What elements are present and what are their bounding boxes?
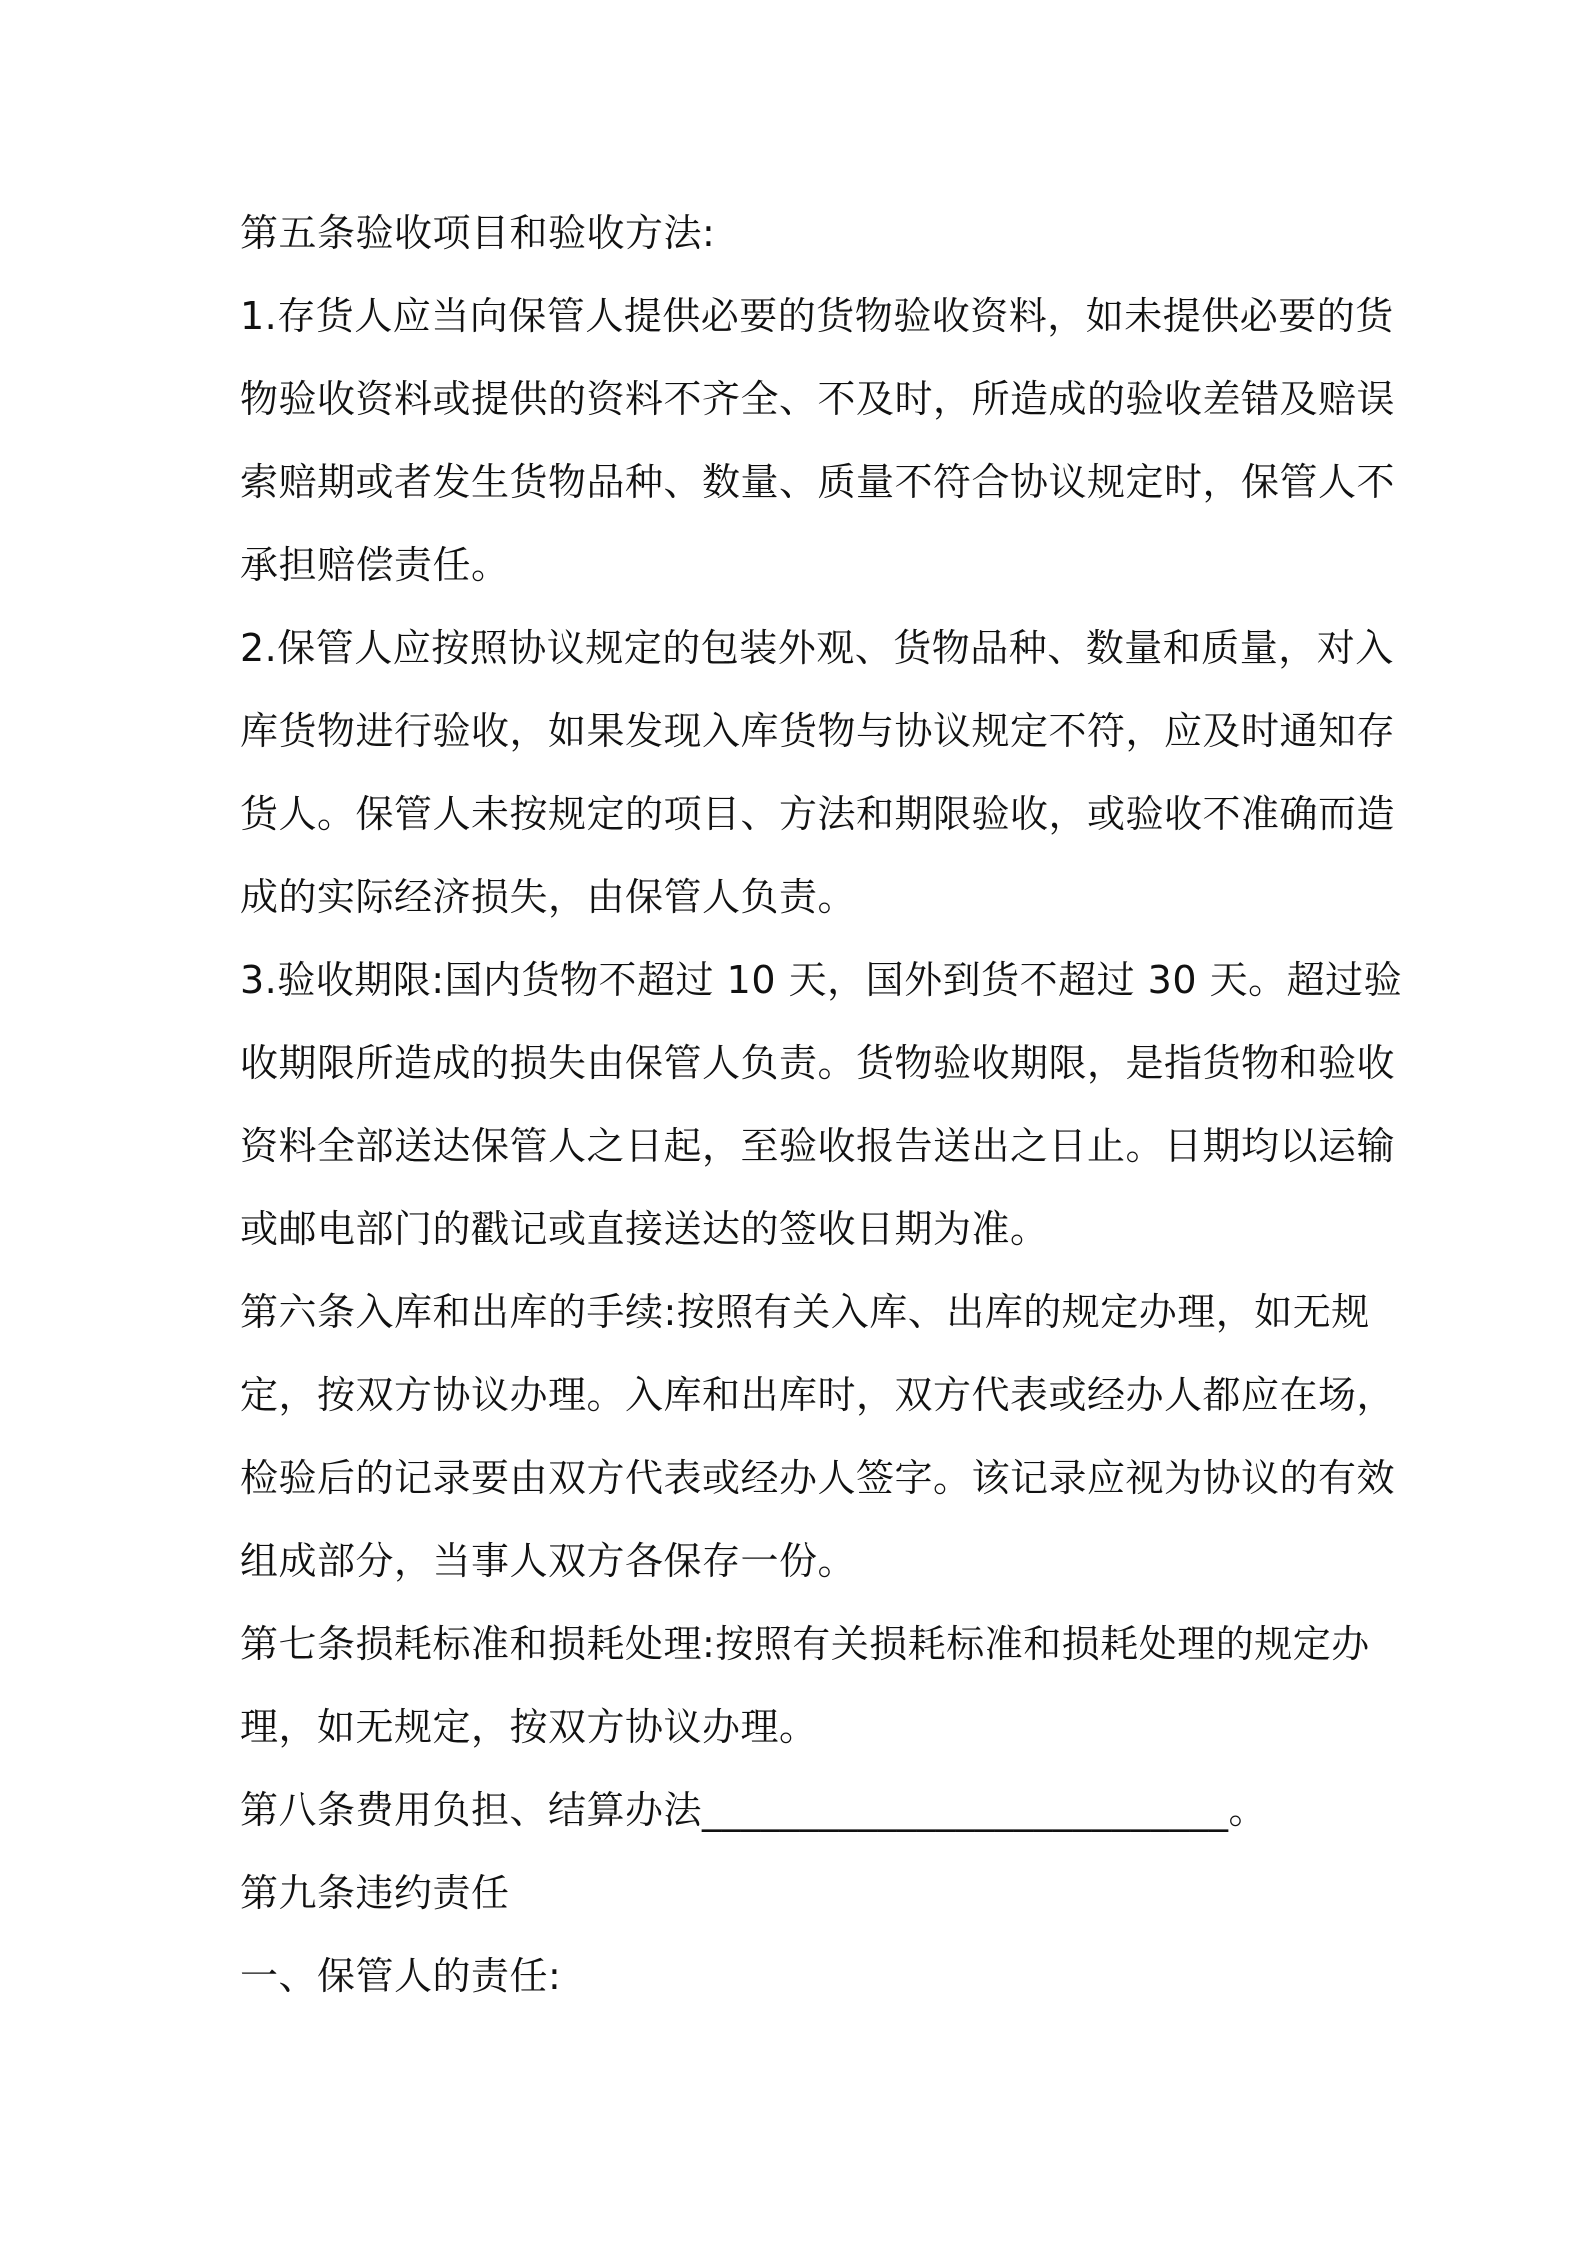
article-6-line-2: 定，按双方协议办理。入库和出库时，双方代表或经办人都应在场，	[240, 1373, 1396, 1417]
article-5-clause-1-line-2: 物验收资料或提供的资料不齐全、不及时，所造成的验收差错及赔误	[240, 377, 1396, 421]
article-5-clause-2-line-3: 货人。保管人未按规定的项目、方法和期限验收，或验收不准确而造	[240, 792, 1396, 836]
article-5-clause-3-line-1: 3.验收期限:国内货物不超过 10 天，国外到货不超过 30 天。超过验	[240, 958, 1403, 1002]
article-5-clause-2-line-2: 库货物进行验收，如果发现入库货物与协议规定不符，应及时通知存	[240, 709, 1396, 753]
article-8-line: 第八条费用负担、结算办法___________________________。	[240, 1788, 1268, 1832]
article-5-clause-3-line-3: 资料全部送达保管人之日起，至验收报告送出之日止。日期均以运输	[240, 1124, 1396, 1168]
custodian-responsibility-heading: 一、保管人的责任:	[240, 1954, 562, 1998]
article-6-line-4: 组成部分，当事人双方各保存一份。	[240, 1539, 857, 1583]
article-5-heading: 第五条验收项目和验收方法:	[240, 211, 716, 255]
article-5-clause-1-line-4: 承担赔偿责任。	[240, 543, 510, 587]
article-9-heading: 第九条违约责任	[240, 1871, 510, 1915]
document-body	[240, 192, 1403, 2018]
article-5-clause-1-line-1: 1.存货人应当向保管人提供必要的货物验收资料，如未提供必要的货	[240, 294, 1394, 338]
article-5-clause-3-line-2: 收期限所造成的损失由保管人负责。货物验收期限，是指货物和验收	[240, 1041, 1396, 1085]
article-5-clause-3-line-4: 或邮电部门的戳记或直接送达的签收日期为准。	[240, 1207, 1049, 1251]
article-6-line-3: 检验后的记录要由双方代表或经办人签字。该记录应视为协议的有效	[240, 1456, 1396, 1500]
article-6-line-1: 第六条入库和出库的手续:按照有关入库、出库的规定办理，如无规	[240, 1290, 1370, 1334]
article-5-clause-2-line-4: 成的实际经济损失，由保管人负责。	[240, 875, 857, 919]
article-7-line-2: 理，如无规定，按双方协议办理。	[240, 1705, 818, 1749]
article-7-line-1: 第七条损耗标准和损耗处理:按照有关损耗标准和损耗处理的规定办	[240, 1622, 1370, 1666]
article-5-clause-1-line-3: 索赔期或者发生货物品种、数量、质量不符合协议规定时，保管人不	[240, 460, 1396, 504]
article-5-clause-2-line-1: 2.保管人应按照协议规定的包装外观、货物品种、数量和质量，对入	[240, 626, 1394, 670]
